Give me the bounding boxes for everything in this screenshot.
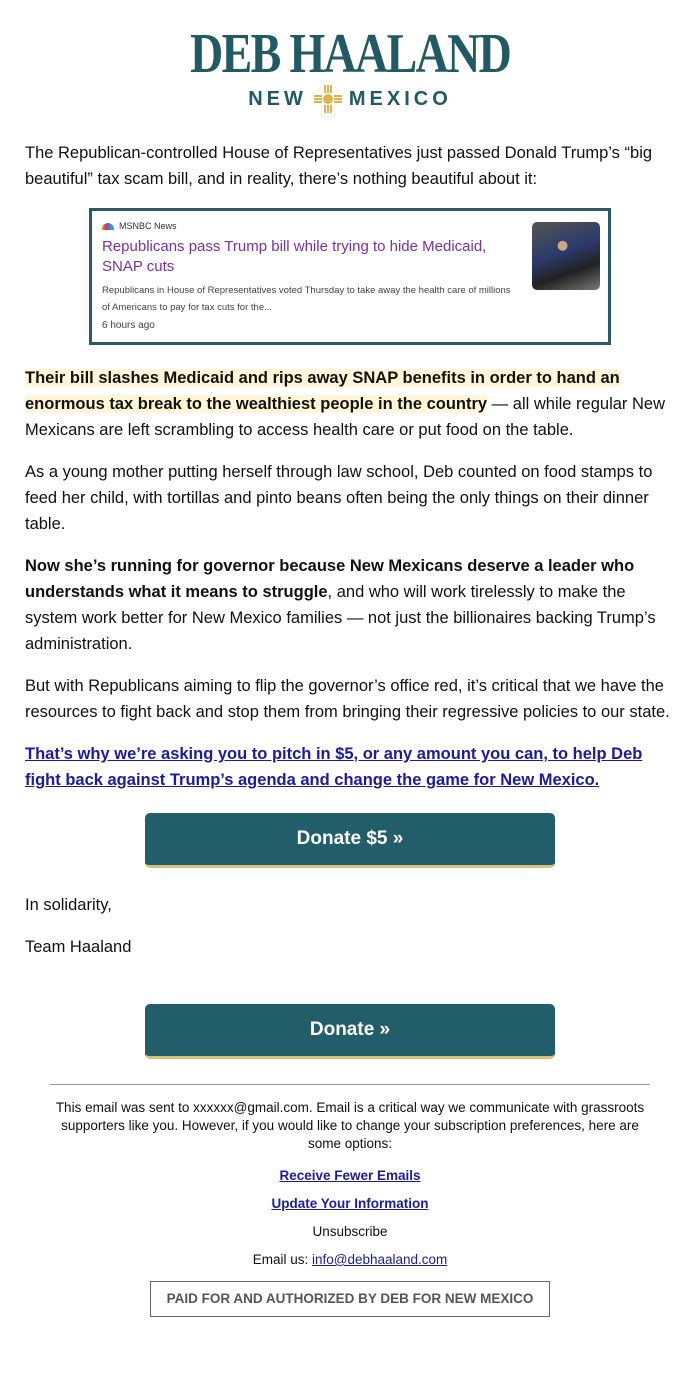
news-thumbnail: [532, 222, 600, 290]
news-headline[interactable]: Republicans pass Trump bill while trying to hide Medicaid, SNAP cuts: [102, 238, 487, 275]
msnbc-logo-icon: [102, 223, 114, 230]
logo-subtitle: [0, 84, 700, 114]
paragraph-governor: [25, 553, 675, 657]
donate-5-button[interactable]: Donate $5 »: [145, 813, 555, 868]
paragraph-resources: But with Republicans aiming to flip the governor’s office red, it’s critical that we have the resources to fight back and stop them from bringing their regressive policies to our state.: [25, 677, 670, 721]
paragraph-text: — all while regular New Mexicans are left scrambling to access health care or put food on the table.: [25, 395, 665, 439]
update-information-link[interactable]: Update Your Information: [271, 1196, 429, 1211]
receive-fewer-emails-link[interactable]: Receive Fewer Emails: [279, 1168, 421, 1183]
zia-sun-icon: [313, 84, 343, 114]
news-time: 6 hours ago: [102, 320, 155, 331]
news-card[interactable]: [89, 208, 611, 345]
logo-new: NEW: [248, 87, 307, 110]
paragraph-story: As a young mother putting herself through law school, Deb counted on food stamps to feed her child, with tortillas and pinto beans often being the only things on their dinner table.: [25, 463, 653, 533]
paragraph-text: , and who will work tirelessly to make the system work better for New Mexico families — not just the billionaires backing Trump’s administration.: [25, 583, 656, 653]
email-label: Email us:: [252, 1252, 312, 1267]
signoff: In solidarity,: [25, 896, 112, 914]
bold-text: Now she’s running for governor because New Mexicans deserve a leader who understands what it means to struggle: [25, 557, 635, 601]
donate-button[interactable]: Donate »: [145, 1004, 555, 1059]
signature: Team Haaland: [25, 938, 132, 956]
unsubscribe-link[interactable]: Unsubscribe: [312, 1224, 388, 1239]
email-link[interactable]: info@debhaaland.com: [311, 1252, 448, 1267]
donate-cta-link[interactable]: That’s why we’re asking you to pitch in $5, or any amount you can, to help Deb fight back against Trump’s agenda and change the game for New Mexico.: [25, 745, 643, 789]
news-description: Republicans in House of Representatives voted Thursday to take away the health care of millions of Americans to pay for tax cuts for the...: [102, 285, 511, 313]
highlighted-text: Their bill slashes Medicaid and rips away SNAP benefits in order to hand an enormous tax break to the wealthiest people in the country: [25, 369, 620, 413]
paragraph-bill: [25, 365, 675, 443]
news-source: MSNBC News: [119, 221, 177, 231]
logo: [0, 0, 700, 116]
logo-mexico: MEXICO: [348, 87, 452, 110]
intro-paragraph: The Republican-controlled House of Representatives just passed Donald Trump’s “big beautiful” tax scam bill, and in reality, there’s nothing beautiful about it:: [25, 144, 653, 188]
email-us: [50, 1251, 650, 1269]
paid-for-disclaimer: PAID FOR AND AUTHORIZED BY DEB FOR NEW MEXICO: [150, 1281, 550, 1317]
logo-title: DEB HAALAND: [189, 23, 511, 85]
footer-notice: This email was sent to xxxxxx@gmail.com. Email is a critical way we communicate with grassroots supporters like you. However, if you would like to change your subscription preferences, here are some options:: [55, 1100, 645, 1151]
footer: [50, 1084, 650, 1317]
